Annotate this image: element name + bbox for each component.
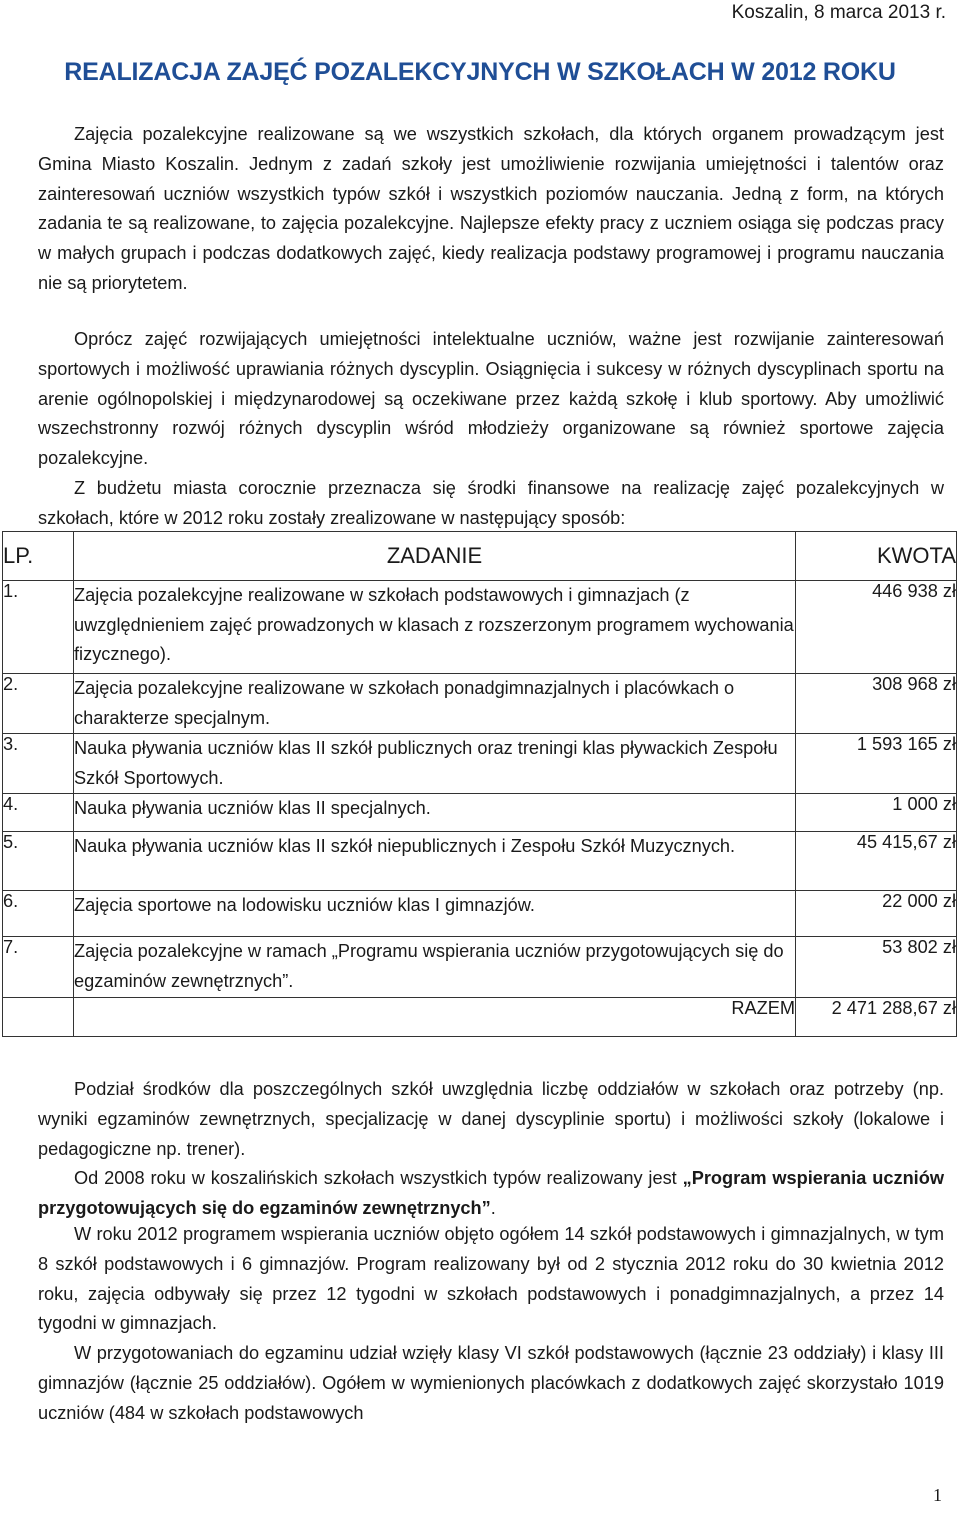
row-amount: 45 415,67 zł xyxy=(796,832,957,891)
funding-table xyxy=(2,531,957,1037)
column-header-task: ZADANIE xyxy=(74,532,796,581)
total-label: RAZEM xyxy=(74,998,796,1037)
row-amount: 22 000 zł xyxy=(796,891,957,937)
intro-paragraph-3: Z budżetu miasta corocznie przeznacza się środki finansowe na realizację zajęć pozalekcyjnych w szkołach, które w 2012 roku zostały zrealizowane w następujący sposób: xyxy=(38,478,944,528)
row-task: Zajęcia pozalekcyjne realizowane w szkołach ponadgimnazjalnych i placówkach o charakterze specjalnym. xyxy=(74,674,796,734)
row-number: 4. xyxy=(3,794,74,832)
column-header-lp: LP. xyxy=(3,532,74,581)
program-paragraph xyxy=(38,1164,944,1224)
program-text-suffix: . xyxy=(490,1197,496,1218)
table-row xyxy=(3,832,957,891)
program-text-prefix: Od 2008 roku w koszalińskich szkołach wszystkich typów realizowany jest xyxy=(74,1168,683,1188)
row-number: 6. xyxy=(3,891,74,937)
row-number: 1. xyxy=(3,581,74,674)
intro-paragraph-2: Oprócz zajęć rozwijających umiejętności intelektualne uczniów, ważne jest rozwijanie zainteresowań sportowych i możliwość uprawiania różnych dyscyplin. Osiągnięcia i sukcesy w różnych dyscyplinach sportu na arenie ogólnopolskiej i międzynarodowej są oczekiwane przez każdą szkołę i klub sportowy. Aby umożliwić wszechstronny rozwój różnych dyscyplin wśród młodzieży organizowane są również sportowe zajęcia pozalekcyjne. xyxy=(38,329,944,469)
row-amount: 1 000 zł xyxy=(796,794,957,832)
row-task: Zajęcia pozalekcyjne realizowane w szkołach podstawowych i gimnazjach (z uwzględnieniem zajęć prowadzonych w klasach z rozszerzonym programem wychowania fizycznego). xyxy=(74,581,796,674)
row-number: 2. xyxy=(3,674,74,734)
column-header-amount: KWOTA xyxy=(796,532,957,581)
table-header-row xyxy=(3,532,957,581)
row-amount: 53 802 zł xyxy=(796,937,957,998)
table-row xyxy=(3,891,957,937)
row-task: Nauka pływania uczniów klas II szkół publicznych oraz treningi klas pływackich Zespołu Szkół Sportowych. xyxy=(74,734,796,794)
table-total-row xyxy=(3,998,957,1037)
document-title: REALIZACJA ZAJĘĆ POZALEKCYJNYCH W SZKOŁACH W 2012 ROKU xyxy=(64,58,896,86)
row-amount: 308 968 zł xyxy=(796,674,957,734)
row-number: 5. xyxy=(3,832,74,891)
table-row xyxy=(3,794,957,832)
total-empty-cell xyxy=(3,998,74,1037)
table-row xyxy=(3,734,957,794)
document-date: Koszalin, 8 marca 2013 r. xyxy=(731,2,946,23)
table-row xyxy=(3,937,957,998)
row-amount: 446 938 zł xyxy=(796,581,957,674)
program-name: „Program wspierania uczniów przygotowujących się do egzaminów zewnętrznych” xyxy=(38,1168,944,1218)
row-task: Zajęcia sportowe na lodowisku uczniów klas I gimnazjów. xyxy=(74,891,796,937)
row-task: Zajęcia pozalekcyjne w ramach „Programu wspierania uczniów przygotowujących się do egzaminów zewnętrznych”. xyxy=(74,937,796,998)
row-amount: 1 593 165 zł xyxy=(796,734,957,794)
row-number: 7. xyxy=(3,937,74,998)
row-task: Nauka pływania uczniów klas II specjalnych. xyxy=(74,794,796,832)
total-amount: 2 471 288,67 zł xyxy=(796,998,957,1037)
row-number: 3. xyxy=(3,734,74,794)
page-number: 1 xyxy=(933,1485,942,1505)
program-details-paragraph: W roku 2012 programem wspierania uczniów objęto ogółem 14 szkół podstawowych i gimnazjalnych, w tym 8 szkół podstawowych i 6 gimnazjów. Program realizowany był od 2 stycznia 2012 roku do 30 kwietnia 2012 roku, zajęcia odbywały się przez 12 tygodni w szkołach podstawowych i ponadgimnazjalnych, a przez 14 tygodni w gimnazjach. xyxy=(38,1224,944,1334)
table-row xyxy=(3,674,957,734)
table-row xyxy=(3,581,957,674)
row-task: Nauka pływania uczniów klas II szkół niepublicznych i Zespołu Szkół Muzycznych. xyxy=(74,832,796,891)
participation-paragraph: W przygotowaniach do egzaminu udział wzięły klasy VI szkół podstawowych (łącznie 23 oddziały) i klasy III gimnazjów (łącznie 25 oddziałów). Ogółem w wymienionych placówkach z dodatkowych zajęć skorzystało 1019 uczniów (484 w szkołach podstawowych xyxy=(38,1343,944,1423)
allocation-paragraph: Podział środków dla poszczególnych szkół uwzględnia liczbę oddziałów w szkołach oraz potrzeby (np. wyniki egzaminów zewnętrznych, specjalizację w danej dyscyplinie sportu) i możliwości szkoły (lokalowe i pedagogiczne np. trener). xyxy=(38,1079,944,1159)
intro-paragraph-1: Zajęcia pozalekcyjne realizowane są we wszystkich szkołach, dla których organem prowadzącym jest Gmina Miasto Koszalin. Jednym z zadań szkoły jest umożliwienie rozwijania umiejętności i talentów oraz zainteresowań uczniów wszystkich typów szkół i wszystkich poziomów nauczania. Jedną z form, na których zadania te są realizowane, to zajęcia pozalekcyjne. Najlepsze efekty pracy z uczniem osiąga się podczas pracy w małych grupach i podczas dodatkowych zajęć, kiedy realizacja podstawy programowej i programu nauczania nie są priorytetem. xyxy=(38,124,944,293)
